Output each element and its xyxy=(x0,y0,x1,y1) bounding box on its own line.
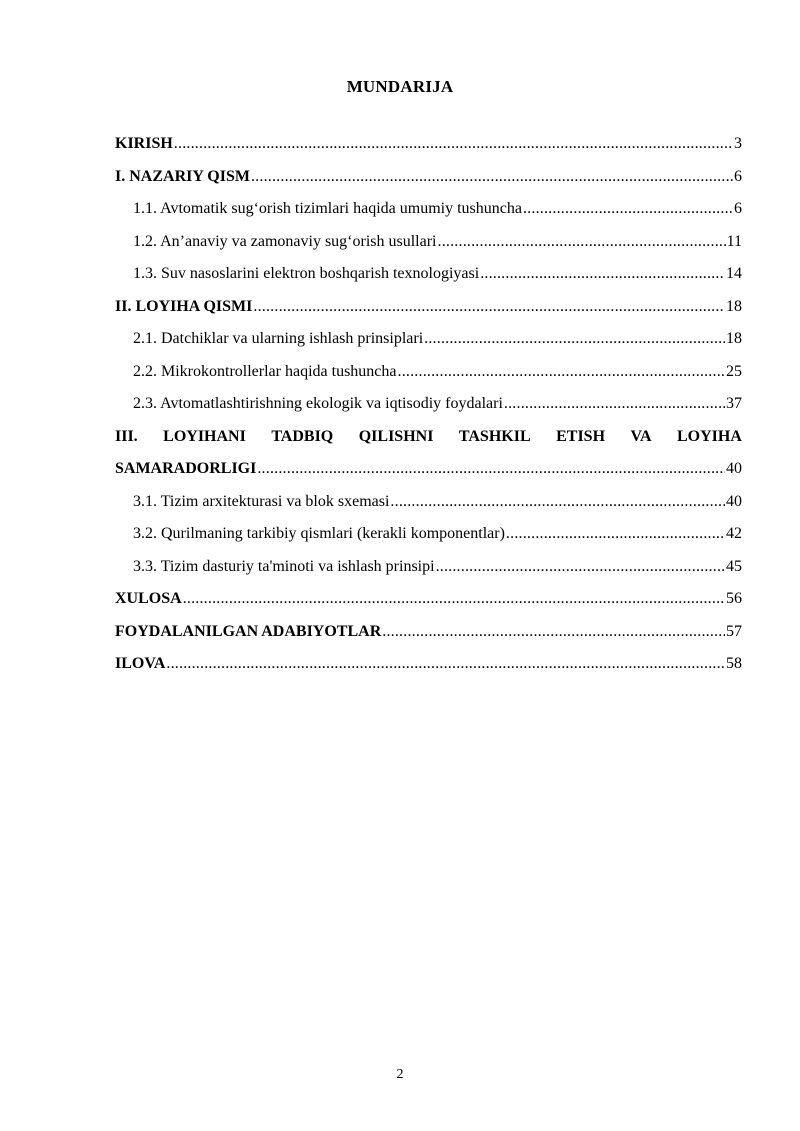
toc-entry-2-3[interactable] xyxy=(115,388,742,421)
toc-entry-1-3[interactable] xyxy=(115,258,742,291)
toc-entry-label: II. LOYIHA QISMI xyxy=(115,297,253,315)
toc-page-number: 40 xyxy=(726,492,742,510)
toc-leader-dots xyxy=(382,616,725,649)
toc-entry-label: 2.2. Mikrokontrollerlar haqida tushuncha xyxy=(133,362,397,380)
toc-word: LOYIHANI xyxy=(163,427,246,445)
toc-leader-dots xyxy=(183,583,725,616)
toc-page-number: 37 xyxy=(726,395,742,412)
toc-entry-3-2[interactable] xyxy=(115,518,742,551)
toc-entry-label: I. NAZARIY QISM xyxy=(115,167,250,185)
toc-page-number: 57 xyxy=(726,622,742,640)
toc-entry-xulosa[interactable] xyxy=(115,583,742,616)
toc-leader-dots xyxy=(390,486,725,519)
toc-entry-section-2[interactable] xyxy=(115,291,742,324)
toc-entry-ilova[interactable] xyxy=(115,648,742,681)
toc-entry-section-1[interactable] xyxy=(115,161,742,194)
toc-entry-label: XULOSA xyxy=(115,590,182,607)
toc-leader-dots xyxy=(436,551,725,584)
toc-word: LOYIHA xyxy=(677,427,742,445)
toc-word: TASHKIL xyxy=(458,427,531,445)
toc-entry-adabiyotlar[interactable] xyxy=(115,616,742,649)
toc-leader-dots xyxy=(166,648,725,681)
toc-page-number: 42 xyxy=(726,525,742,542)
toc-entry-label: 1.1. Avtomatik sug‘orish tizimlari haqida umumiy tushuncha xyxy=(133,200,522,217)
toc-word: TADBIQ xyxy=(271,427,334,445)
toc-page-number: 18 xyxy=(726,297,742,315)
page-number: 2 xyxy=(396,1067,404,1082)
toc-page-number: 58 xyxy=(726,655,742,672)
toc-word: III. xyxy=(115,427,138,445)
toc-entry-kirish[interactable] xyxy=(115,128,742,161)
toc-entry-label: 1.3. Suv nasoslarini elektron boshqarish texnologiyasi xyxy=(133,265,480,282)
toc-leader-dots xyxy=(174,128,733,161)
toc-leader-dots xyxy=(253,291,725,324)
toc-leader-dots xyxy=(438,226,726,259)
toc-entry-label: SAMARADORLIGI xyxy=(115,460,257,477)
toc-entry-label: KIRISH xyxy=(115,135,173,152)
toc-entry-3-1[interactable] xyxy=(115,486,742,519)
toc-leader-dots xyxy=(480,258,725,291)
toc-entry-section-3-line-2[interactable] xyxy=(115,453,742,486)
toc-entry-label: 3.3. Tizim dasturiy ta'minoti va ishlash prinsipi xyxy=(133,557,435,575)
toc-page-number: 14 xyxy=(726,265,742,282)
toc-word: ETISH xyxy=(556,427,606,445)
toc-entry-label: 2.3. Avtomatlashtirishning ekologik va iqtisodiy foydalari xyxy=(133,395,503,412)
toc-leader-dots xyxy=(251,161,733,194)
toc-entry-label: FOYDALANILGAN ADABIYOTLAR xyxy=(115,622,382,640)
toc-word: QILISHNI xyxy=(358,427,434,445)
toc-leader-dots xyxy=(257,453,725,486)
toc-entry-label: 1.2. An’anaviy va zamonaviy sug‘orish usullari xyxy=(133,232,437,250)
toc-page-number: 3 xyxy=(734,135,742,152)
toc-title: MUNDARIJA xyxy=(346,77,454,96)
toc-entry-3-3[interactable] xyxy=(115,551,742,584)
toc-leader-dots xyxy=(523,193,733,226)
toc-leader-dots xyxy=(504,388,725,421)
toc-entry-label: 3.1. Tizim arxitekturasi va blok sxemasi xyxy=(133,492,390,510)
toc-entry-2-2[interactable] xyxy=(115,356,742,389)
toc-entry-1-2[interactable] xyxy=(115,226,742,259)
toc-page-number: 40 xyxy=(726,460,742,477)
toc-page-number: 11 xyxy=(726,232,742,250)
toc-leader-dots xyxy=(424,323,725,356)
toc-page-number: 56 xyxy=(726,590,742,607)
toc-entry-1-1[interactable] xyxy=(115,193,742,226)
toc-leader-dots xyxy=(398,356,726,389)
toc-entry-label: 3.2. Qurilmaning tarkibiy qismlari (kerakli komponentlar) xyxy=(133,525,505,542)
toc-page-number: 6 xyxy=(734,167,742,185)
toc-page-number: 45 xyxy=(726,557,742,575)
toc-leader-dots xyxy=(506,518,725,551)
toc-entry-label: ILOVA xyxy=(115,655,166,672)
table-of-contents xyxy=(115,128,742,681)
toc-page-number: 6 xyxy=(734,200,742,217)
toc-page-number: 25 xyxy=(726,362,742,380)
toc-entry-label: 2.1. Datchiklar va ularning ishlash prinsiplari xyxy=(133,330,424,347)
toc-entry-section-3-line-1[interactable] xyxy=(115,421,742,454)
toc-page-number: 18 xyxy=(726,330,742,347)
toc-entry-2-1[interactable] xyxy=(115,323,742,356)
toc-word: VA xyxy=(630,427,652,445)
